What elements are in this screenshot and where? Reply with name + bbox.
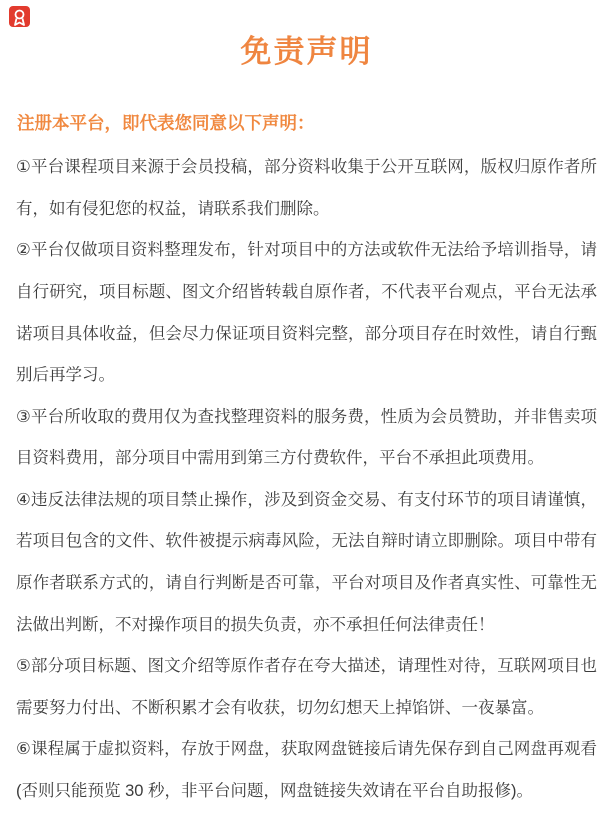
disclaimer-paragraph-3: ③平台所收取的费用仅为查找整理资料的服务费，性质为会员赞助，并非售卖项目资料费用，部分项目中需用到第三方付费软件，平台不承担此项费用。 <box>16 407 597 468</box>
disclaimer-paragraph-1: ①平台课程项目来源于会员投稿，部分资料收集于公开互联网，版权归原作者所有，如有侵犯您的权益，请联系我们删除。 <box>16 158 597 218</box>
seal-badge-icon <box>9 6 30 29</box>
disclaimer-paragraph-4: ④违反法律法规的项目禁止操作，涉及到资金交易、有支付环节的项目请谨慎，若项目包含的文件、软件被提示病毒风险，无法自辩时请立即删除。项目中带有原作者联系方式的，请自行判断是否可靠，平台对项目及作者真实性、可靠性无法做出判断，不对操作项目的损失负责，亦不承担任何法律责任！ <box>16 490 597 634</box>
disclaimer-paragraph-5: ⑤部分项目标题、图文介绍等原作者存在夸大描述，请理性对待，互联网项目也需要努力付出、不断积累才会有收获，切勿幻想天上掉馅饼、一夜暴富。 <box>16 657 597 717</box>
disclaimer-paragraph-2: ②平台仅做项目资料整理发布，针对项目中的方法或软件无法给予培训指导，请自行研究，项目标题、图文介绍皆转载自原作者，不代表平台观点，平台无法承诺项目具体收益，但会尽力保证项目资料完整，部分项目存在时效性，请自行甄别后再学习。 <box>16 241 597 385</box>
disclaimer-subtitle: 注册本平台，即代表您同意以下声明： <box>17 113 315 133</box>
disclaimer-body <box>16 147 597 813</box>
page-title: 免责声明 <box>240 34 373 69</box>
disclaimer-paragraph-6: ⑥课程属于虚拟资料，存放于网盘，获取网盘链接后请先保存到自己网盘再观看 (否则只能预览 30 秒，非平台问题，网盘链接失效请在平台自助报修)。 <box>16 740 597 801</box>
